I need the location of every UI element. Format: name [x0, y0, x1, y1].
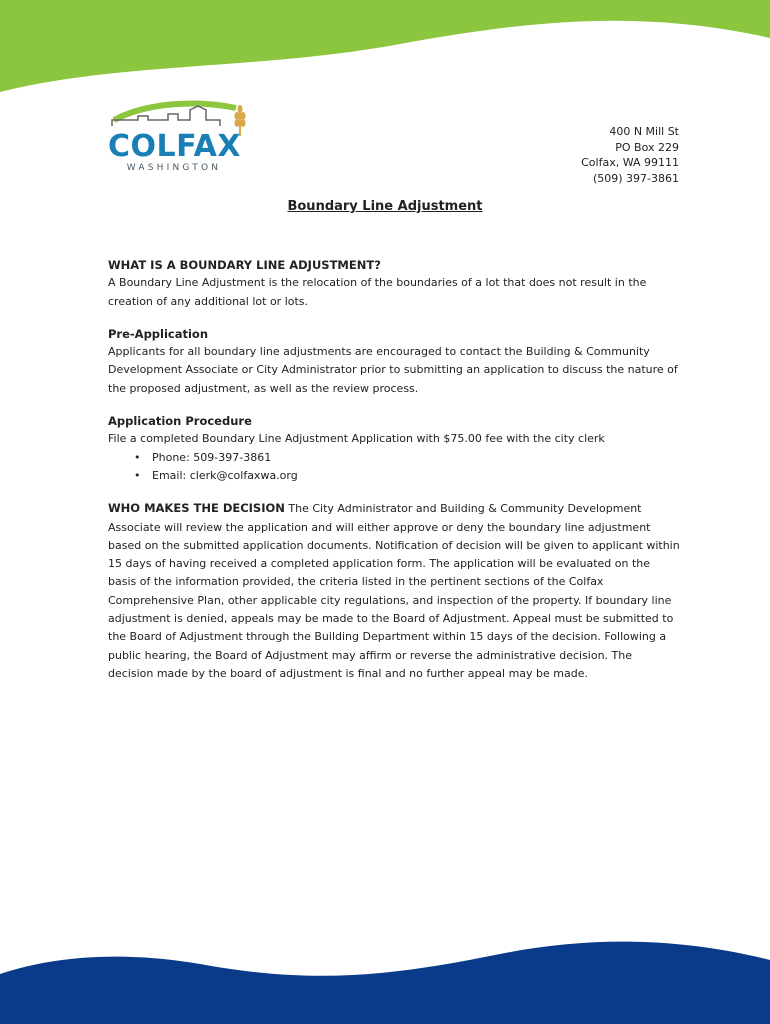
section-pre-body: Applicants for all boundary line adjustments are encouraged to contact the Building & Community Development Associate or City Administrator prior to submitting an application to discuss the nature of the proposed adjustment, as well as the review process. [108, 345, 678, 395]
top-green-wave [0, 0, 770, 100]
colfax-logo [108, 98, 250, 184]
section-pre-application [108, 325, 680, 398]
logo-word: COLFAX [108, 129, 242, 164]
address-po-box: PO Box 229 [615, 140, 679, 154]
section-procedure-heading: Application Procedure [108, 414, 252, 429]
section-pre-heading: Pre-Application [108, 326, 209, 341]
address-phone: (509) 397-3861 [592, 171, 679, 185]
section-procedure [108, 412, 680, 485]
section-decision [108, 499, 680, 683]
contact-email: • Email: clerk@colfaxwa.org [134, 467, 680, 485]
section-procedure-body: File a completed Boundary Line Adjustment Application with $75.00 fee with the city clerk [108, 432, 605, 446]
address-block [581, 124, 679, 186]
document-body [108, 256, 680, 697]
bottom-blue-wave [0, 934, 770, 1024]
contact-list [108, 449, 680, 486]
section-decision-body: The City Administrator and Building & Community Development Associate will review the application and will either approve or deny the boundary line adjustment based on the submitted application documents. Notification of decision will be given to applicant within 15 days of having received a completed application form. The application will be evaluated on the basis of the information provided, the criteria listed in the pertinent sections of the Colfax Comprehensive Plan, other applicable city regulations, and inspection of the property. If boundary line adjustment is denied, appeals may be made to the Board of Adjustment. Appeal must be submitted to the Board of Adjustment through the Building Department within 15 days of the decision. Following a public hearing, the Board of Adjustment may affirm or reverse the administrative decision. The decision made by the board of adjustment is final and no further appeal may be made. [108, 502, 680, 680]
address-street: 400 N Mill St [609, 125, 679, 138]
section-what [108, 256, 680, 311]
section-what-body: A Boundary Line Adjustment is the relocation of the boundaries of a lot that does not result in the creation of any additional lot or lots. [108, 276, 647, 308]
address-city: Colfax, WA 99111 [581, 156, 679, 169]
section-decision-heading: WHO MAKES THE DECISION [108, 501, 285, 516]
logo-subtitle: WASHINGTON [126, 163, 222, 173]
section-what-heading: WHAT IS A BOUNDARY LINE ADJUSTMENT? [108, 258, 381, 272]
page-title: Boundary Line Adjustment [287, 199, 483, 214]
contact-phone: • Phone: 509-397-3861 [134, 449, 680, 467]
